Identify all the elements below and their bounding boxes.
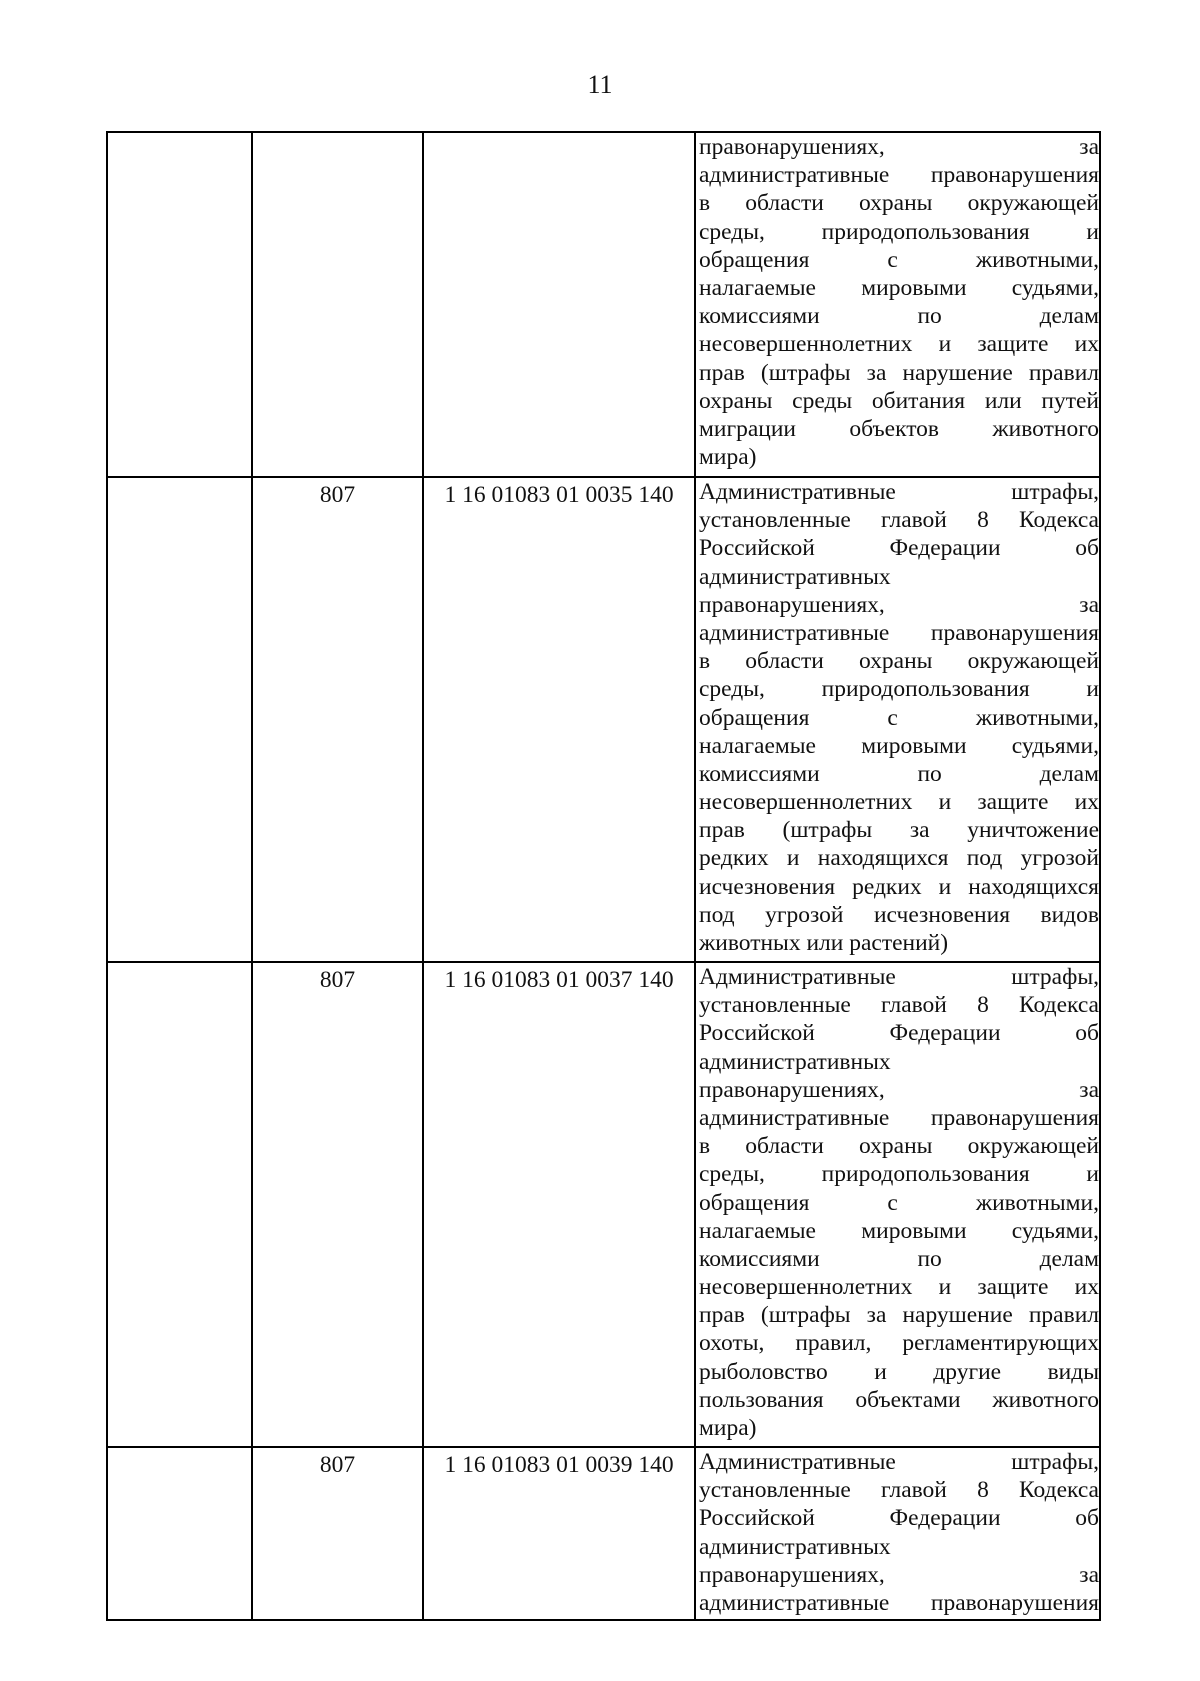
description-line: установленные главой 8 Кодекса: [699, 507, 1099, 534]
description-line: административные правонарушения: [699, 1104, 1099, 1131]
description-line: прав (штрафы за нарушение правил: [699, 359, 1099, 386]
description-line: прав (штрафы за нарушение правил: [699, 1302, 1099, 1329]
description-line: охоты, правил, регламентирующих: [699, 1330, 1099, 1357]
admin-code-cell: 807: [252, 962, 423, 1447]
description-line: несовершеннолетних и защите их: [699, 331, 1099, 358]
empty-cell: [107, 477, 252, 962]
description-line: Российской Федерации об: [699, 1505, 1099, 1532]
description-line: налагаемые мировыми судьями,: [699, 1217, 1099, 1244]
kbk-code-cell: 1 16 01083 01 0035 140: [423, 477, 695, 962]
description-cell: [695, 477, 1100, 962]
table-row: [107, 477, 1100, 962]
description-line: в области охраны окружающей: [699, 190, 1099, 217]
description-line: административных: [699, 563, 891, 590]
empty-cell: [107, 132, 252, 477]
empty-cell: [107, 1447, 252, 1620]
description-line: исчезновения редких и находящихся: [699, 873, 1099, 900]
description-line: Российской Федерации об: [699, 1020, 1099, 1047]
description-line: правонарушениях, за: [699, 1561, 1099, 1588]
description-line: установленные главой 8 Кодекса: [699, 992, 1099, 1019]
description-cell: [695, 962, 1100, 1447]
description-line: правонарушениях, за: [699, 134, 1099, 160]
description-line: пользования объектами животного: [699, 1386, 1099, 1413]
description-line: Административные штрафы,: [699, 479, 1099, 505]
description-line: административные правонарушения: [699, 162, 1099, 189]
description-line: Российской Федерации об: [699, 535, 1099, 562]
description-line: среды, природопользования и: [699, 218, 1099, 245]
description-line: Административные штрафы,: [699, 1449, 1099, 1475]
kbk-code-cell: 1 16 01083 01 0039 140: [423, 1447, 695, 1620]
description-line: под угрозой исчезновения видов: [699, 901, 1099, 928]
description-line: охраны среды обитания или путей: [699, 387, 1099, 414]
description-line: редких и находящихся под угрозой: [699, 845, 1099, 872]
table-row: [107, 1447, 1100, 1620]
admin-code-cell: 807: [252, 477, 423, 962]
kbk-code-cell: [423, 132, 695, 477]
description-line: правонарушениях, за: [699, 591, 1099, 618]
description-line: несовершеннолетних и защите их: [699, 1274, 1099, 1301]
admin-code-cell: 807: [252, 1447, 423, 1620]
table-row: [107, 132, 1100, 477]
description-line: обращения с животными,: [699, 246, 1099, 273]
description-line: среды, природопользования и: [699, 1161, 1099, 1188]
description-line: в области охраны окружающей: [699, 1133, 1099, 1160]
description-line: прав (штрафы за уничтожение: [699, 817, 1099, 844]
description-line: среды, природопользования и: [699, 676, 1099, 703]
table-row: [107, 962, 1100, 1447]
description-line: мира): [699, 444, 757, 471]
description-line: установленные главой 8 Кодекса: [699, 1477, 1099, 1504]
description-cell: [695, 132, 1100, 477]
description-line: миграции объектов животного: [699, 415, 1099, 442]
admin-code-cell: [252, 132, 423, 477]
description-line: налагаемые мировыми судьями,: [699, 732, 1099, 759]
description-line: правонарушениях, за: [699, 1076, 1099, 1103]
description-line: комиссиями по делам: [699, 1245, 1099, 1272]
description-line: рыболовство и другие виды: [699, 1358, 1099, 1385]
description-line: комиссиями по делам: [699, 303, 1099, 330]
description-line: налагаемые мировыми судьями,: [699, 274, 1099, 301]
description-line: комиссиями по делам: [699, 760, 1099, 787]
empty-cell: [107, 962, 252, 1447]
description-line: административных: [699, 1048, 891, 1075]
description-line: обращения с животными,: [699, 704, 1099, 731]
description-line: мира): [699, 1415, 757, 1441]
description-line: животных или растений): [699, 930, 949, 956]
description-line: административные правонарушения: [699, 1589, 1099, 1616]
page-number: 11: [587, 70, 613, 99]
description-line: Административные штрафы,: [699, 964, 1099, 990]
description-line: в области охраны окружающей: [699, 648, 1099, 675]
description-line: административных: [699, 1533, 891, 1560]
description-cell: [695, 1447, 1100, 1620]
budget-codes-table: [106, 131, 1101, 1621]
description-line: обращения с животными,: [699, 1189, 1099, 1216]
description-line: административные правонарушения: [699, 619, 1099, 646]
description-line: несовершеннолетних и защите их: [699, 789, 1099, 816]
kbk-code-cell: 1 16 01083 01 0037 140: [423, 962, 695, 1447]
